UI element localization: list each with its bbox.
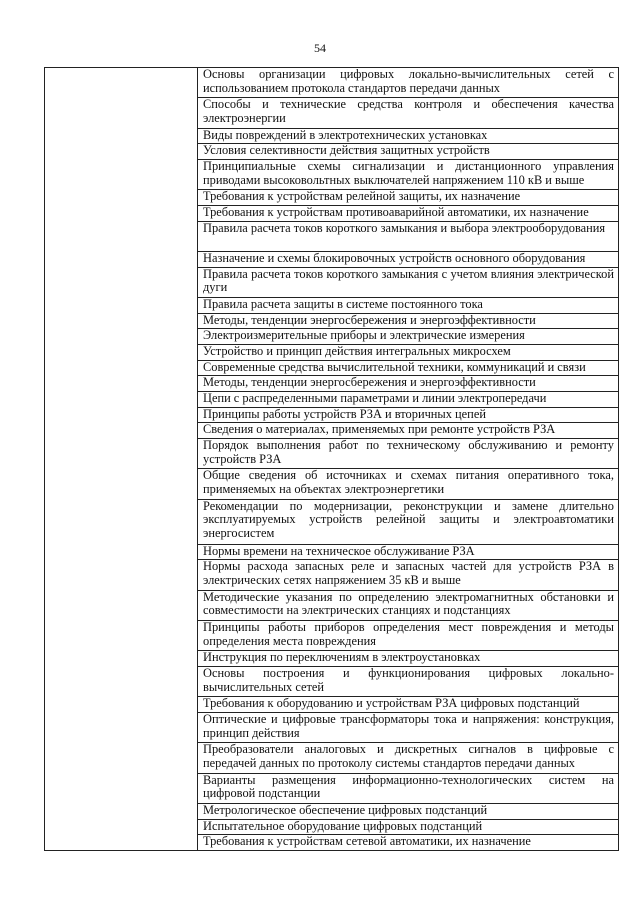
topic-text: Требования к устройствам противоаварийной автоматики, их назначение [203, 205, 589, 219]
topic-row [198, 251, 618, 267]
topic-text: Методы, тенденции энергосбережения и энергоэффективности [203, 312, 536, 327]
topic-text: Методы, тенденции энергосбережения и энергоэффективности [203, 375, 536, 390]
topic-row [198, 666, 618, 696]
topic-row [198, 267, 618, 297]
topic-text: Условия селективности действия защитных устройств [203, 143, 490, 158]
topic-text: Методические указания по определению электромагнитных обстановки и совместимости на электрических станциях и подстанциях [203, 589, 614, 618]
topic-row [198, 221, 618, 251]
topic-text: Способы и технические средства контроля и обеспечения качества электроэнергии [203, 97, 614, 125]
topic-row [198, 422, 618, 438]
topic-text: Преобразователи аналоговых и дискретных сигналов в цифровые с передачей данных по протоколу системы стандартов передачи данных [203, 742, 614, 770]
topic-row [198, 590, 618, 620]
topics-table [44, 67, 619, 851]
table-row [45, 68, 619, 851]
left-column-cell [45, 68, 198, 851]
topic-list [198, 68, 618, 850]
topic-row [198, 773, 618, 803]
topic-text: Варианты размещения информационно-технологических систем на цифровой подстанции [203, 772, 614, 801]
topic-row [198, 128, 618, 144]
topic-row [198, 499, 618, 544]
topic-row [198, 97, 618, 127]
topic-row [198, 189, 618, 205]
topic-row [198, 468, 618, 498]
topic-row [198, 712, 618, 742]
topic-row [198, 696, 618, 712]
topic-text: Правила расчета защиты в системе постоянного тока [203, 297, 483, 311]
topic-row [198, 360, 618, 376]
topic-text: Современные средства вычислительной техники, коммуникаций и связи [203, 359, 586, 374]
topic-row [198, 834, 618, 850]
topic-text: Основы организации цифровых локально-вычислительных сетей с использованием протокола стандартов передачи данных [203, 68, 614, 95]
topic-text: Цепи с распределенными параметрами и линии электропередачи [203, 391, 547, 406]
topic-row [198, 650, 618, 666]
topic-text: Электроизмерительные приборы и электрические измерения [203, 328, 525, 343]
topic-text: Порядок выполнения работ по техническому обслуживанию и ремонту устройств РЗА [203, 438, 614, 466]
topic-row [198, 803, 618, 819]
topic-text: Правила расчета токов короткого замыкания с учетом влияния электрической дуги [203, 266, 614, 295]
topic-text: Принципы работы приборов определения мест повреждения и методы определения места повреждения [203, 620, 614, 648]
topic-row [198, 344, 618, 360]
topic-text: Инструкция по переключениям в электроустановках [203, 650, 481, 665]
topic-text: Принципиальные схемы сигнализации и дистанционного управления приводами высоковольтных выключателей напряжением 110 кВ и выше [203, 159, 614, 187]
topic-text: Требования к оборудованию и устройствам РЗА цифровых подстанций [203, 696, 580, 711]
topic-row [198, 559, 618, 589]
topic-row [198, 391, 618, 407]
topic-text: Принципы работы устройств РЗА и вторичных цепей [203, 406, 486, 421]
topic-text: Назначение и схемы блокировочных устройств основного оборудования [203, 251, 586, 265]
topic-text: Метрологическое обеспечение цифровых подстанций [203, 803, 488, 818]
topic-row [198, 819, 618, 835]
topic-text: Требования к устройствам релейной защиты, их назначение [203, 189, 521, 204]
topic-text: Устройство и принцип действия интегральных микросхем [203, 344, 511, 359]
topic-text: Нормы времени на техническое обслуживание РЗА [203, 543, 475, 558]
topic-row [198, 328, 618, 344]
topic-text: Правила расчета токов короткого замыкания и выбора электрооборудования [203, 220, 606, 235]
topic-row [198, 438, 618, 468]
topic-row [198, 68, 618, 97]
topic-row [198, 742, 618, 772]
topic-row [198, 407, 618, 423]
topic-text: Требования к устройствам сетевой автоматики, их назначение [203, 834, 531, 849]
topic-text: Виды повреждений в электротехнических установках [203, 127, 488, 142]
topic-text: Оптические и цифровые трансформаторы тока и напряжения: конструкция, принцип действия [203, 712, 614, 740]
topic-text: Испытательное оборудование цифровых подстанций [203, 818, 483, 833]
topic-row [198, 544, 618, 560]
topic-row [198, 159, 618, 189]
topic-text: Нормы расхода запасных реле и запасных частей для устройств РЗА в электрических сетях напряжением 35 кВ и выше [203, 559, 614, 587]
topic-text: Общие сведения об источниках и схемах питания оперативного тока, применяемых на объектах электроэнергетики [203, 468, 614, 496]
topic-row [198, 313, 618, 329]
topic-row [198, 143, 618, 159]
topic-row [198, 297, 618, 313]
topic-row [198, 620, 618, 650]
topic-text: Рекомендации по модернизации, реконструкции и замене длительно эксплуатируемых устройств релейной защиты и электроавтоматики энергосистем [203, 498, 614, 540]
topic-text: Основы построения и функционирования цифровых локально-вычислительных сетей [203, 666, 614, 694]
topic-row [198, 375, 618, 391]
right-column-cell [198, 68, 619, 851]
page-number: 54 [314, 41, 326, 55]
topic-text: Сведения о материалах, применяемых при ремонте устройств РЗА [203, 422, 556, 437]
topic-row [198, 205, 618, 221]
